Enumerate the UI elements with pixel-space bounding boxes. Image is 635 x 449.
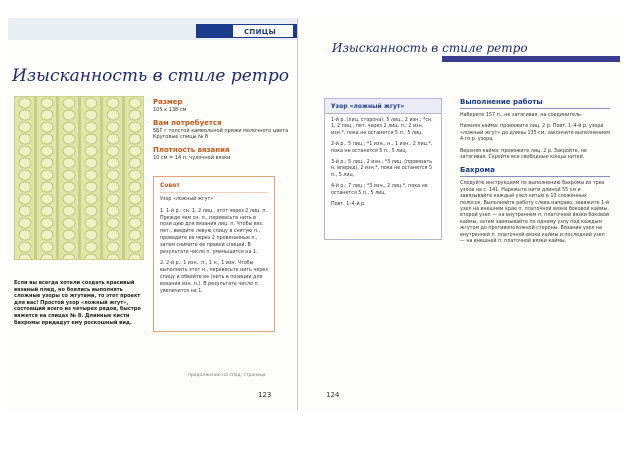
knit-texture-image bbox=[15, 97, 144, 260]
work-heading: Выполнение работы bbox=[460, 98, 543, 106]
advice-step-2: 2. 2-й р.: 1 изн., п., 1 н., 1 изн. Чтобы выполнить этот н., перевесьте нить через спицу и обвейте ее (нить в позиции для вязания изн. п.). В результате число п. увеличится на 1. bbox=[160, 261, 268, 294]
advice-heading: Совет bbox=[160, 182, 180, 189]
pattern-row-3: 3-й р.: 5 лиц., 2 изн.; *3 лиц. (провязать н. вперед), 2 изн.*, пока не останется 5 п., 5 лиц. bbox=[331, 160, 433, 178]
materials-value: 5БГ г толстой камвольной пряжи молочного цвета Круговые спицы № 8 bbox=[153, 127, 289, 140]
advice-pattern-name: Узор «ложный жгут» bbox=[160, 197, 214, 202]
materials-heading: Вам потребуется bbox=[153, 118, 222, 127]
page-title-left: Изысканность в стиле ретро bbox=[12, 66, 290, 86]
lower-border-text: Нижняя кайма: провяжите лиц. 2 р. Повт. 1–4-й р. узора «ложный жгут» до длины 135 см, закончите выполнением 4-го р. узора. bbox=[460, 124, 610, 143]
pattern-box bbox=[324, 98, 442, 240]
fringe-heading-rule bbox=[460, 176, 610, 177]
page-title-right: Изысканность в стиле ретро bbox=[332, 41, 528, 55]
upper-border-text: Верхняя кайма: провяжите лиц. 2 р. Закройте, не затягивая. Скройте все свободные концы нитей. bbox=[460, 148, 587, 161]
work-heading-rule bbox=[460, 108, 610, 109]
fringe-heading: Бахрома bbox=[460, 166, 495, 175]
project-specs bbox=[153, 98, 293, 166]
density-heading: Плотность вязания bbox=[153, 145, 230, 154]
continued-note: продолжение на след. странице bbox=[188, 373, 266, 378]
advice-box bbox=[153, 176, 275, 332]
page-number-left: 123 bbox=[258, 391, 272, 399]
pattern-heading: Узор «ложный жгут» bbox=[325, 99, 441, 114]
knitting-photo bbox=[14, 96, 144, 260]
advice-divider bbox=[160, 192, 268, 193]
fringe-text: Следуйте инструкциям по выполнению бахромы из трех узлов на с. 141. Нарежьте нити длиной 55 см и завязывайте каждый узел нитью в 10 сложенных полосок. Выполняйте работу слева направо, завяжите 1-й узел на внешнем крае п. платочной вязки боковой каймы, второй узел — на внутреннем п. платочной вязки боковой каймы, затем завязывайте по одному узлу под каждым жгутом до противоположной стороны. Вязание узел на внутренней п. платочной вязки каймы и последний узел — на внешней п. платочной вязки каймы. bbox=[460, 181, 610, 245]
title-rule bbox=[442, 56, 620, 62]
advice-step-1: 1. 1-й р.: сн. 1, 2 лиц., этот через 2 лиц. п. Прежде чем сн. п., перевесьте нить в пози цию для вязания лиц. п. Чтобы вяз. пет., введите левую спицу в снятую п., проведите ее через 2 провязанные п., затем снимите ее правой спицей. В результате число п. уменьшится на 1. bbox=[160, 208, 268, 255]
density-value: 10 см = 14 п. чулочной вязки bbox=[153, 154, 231, 161]
pattern-repeat: Повт. 1–4-й р. bbox=[331, 202, 366, 208]
intro-paragraph: Если вы всегда хотели создать красивый вязаный плед, но боялись выполнять сложные узоры со жгутами, то этот проект для вас! Простой узор «ложный жгут», состоящий всего из четырех рядов, быстро вяжется на спицах № 8. Длинные кисти бахромы придадут ему роскошный вид. bbox=[14, 280, 141, 326]
instructions bbox=[460, 98, 610, 251]
left-page bbox=[8, 18, 298, 410]
work-text: Наберите 157 п., не затягивая, на соединитель. bbox=[460, 113, 583, 118]
section-tag: СПИЦЫ bbox=[244, 28, 277, 36]
size-heading: Размер bbox=[153, 98, 183, 106]
page-number-right: 124 bbox=[326, 391, 340, 399]
size-value: 105 х 138 см bbox=[153, 107, 187, 113]
pattern-row-1: 1-й р. (лиц. сторона): 5 лиц., 2 изн.; *сн. 1, 2 лиц., пет. через 2 лиц. п.; 2 изн. изн.*, пока не останется 5 п., 5 лиц. bbox=[331, 118, 433, 136]
right-page bbox=[302, 18, 624, 410]
book-spread bbox=[0, 18, 635, 410]
pattern-row-4: 4-й р.: 7 лиц.; *3 изн., 2 лиц.*, пока не останется 5 п., 5 лиц. bbox=[331, 184, 428, 196]
pattern-row-2: 2-й р.: 5 лиц.; *1 изн., н., 1 изн., 2 лиц.*, пока не останется 5 п., 5 лиц. bbox=[331, 142, 433, 154]
